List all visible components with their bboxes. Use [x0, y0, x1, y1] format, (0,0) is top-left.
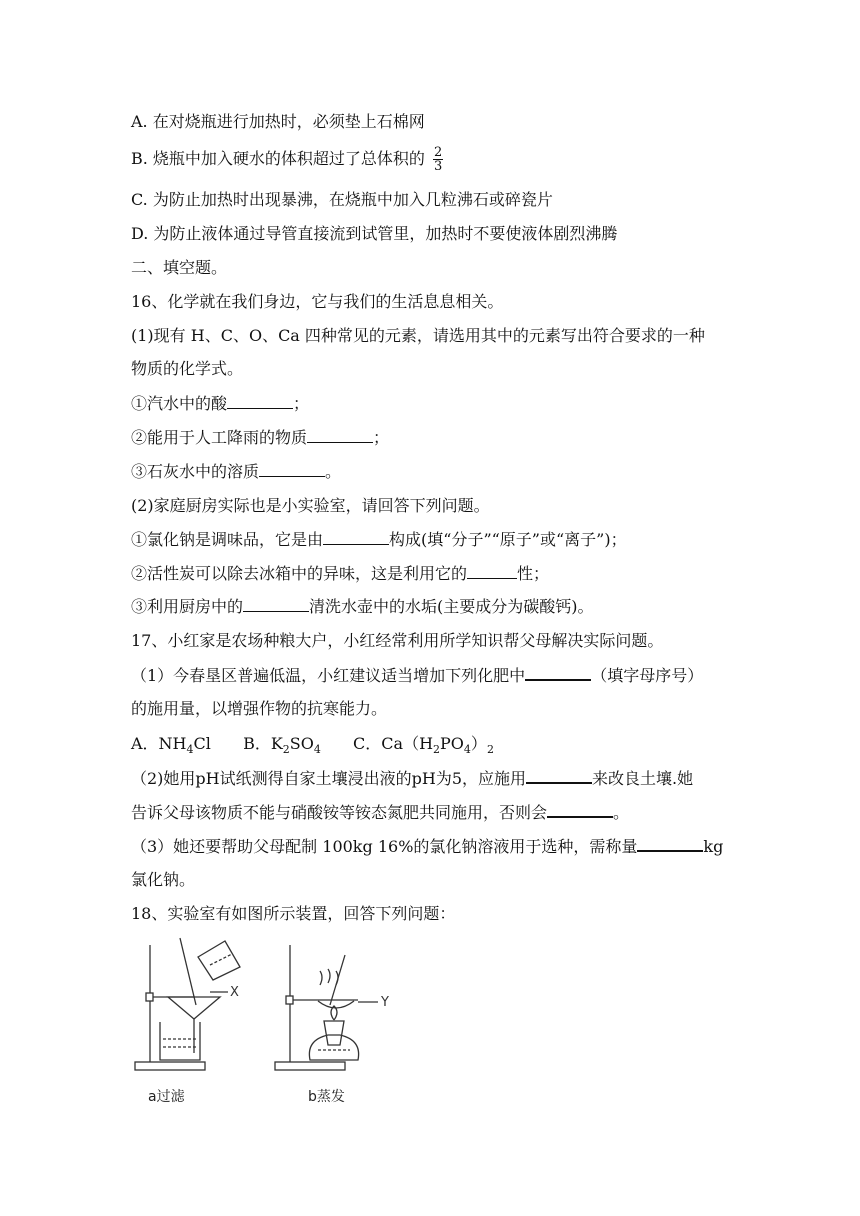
answer-blank[interactable] [547, 801, 613, 818]
label-x: X [230, 985, 239, 1000]
q16-item4 [131, 529, 627, 551]
option-a-tail: Cl [193, 734, 211, 753]
answer-blank[interactable] [259, 461, 325, 477]
subscript: 4 [313, 743, 321, 757]
q17-part2-line2-text: 告诉父母该物质不能与硝酸铵等铵态氮肥共同施用，否则会 [131, 803, 548, 822]
figure-a-caption: a过滤 [148, 1089, 185, 1105]
q15-option-b [131, 146, 443, 173]
stand-base-b [275, 1062, 345, 1070]
lab-apparatus-drawing [130, 935, 430, 1110]
q17-stem: 17、小红家是农场种粮大户，小红经常利用所学知识帮父母解决实际问题。 [131, 631, 664, 650]
q17-part3-text: （3）她还要帮助父母配制 100kg 16%的氯化钠溶液用于选种，需称量 [131, 837, 638, 856]
fraction-numerator: 2 [433, 145, 443, 160]
q17-option-a [131, 734, 211, 757]
q15-option-c: C. 为防止加热时出现暴沸，在烧瓶中加入几粒沸石或碎瓷片 [131, 190, 553, 209]
q17-part1 [131, 664, 703, 687]
answer-blank[interactable] [323, 529, 389, 545]
punctuation: 。 [613, 803, 630, 822]
q15-option-a: A. 在对烧瓶进行加热时，必须垫上石棉网 [131, 112, 425, 131]
q17-part1-line2: 的施用量，以增强作物的抗寒能力。 [131, 699, 388, 718]
q16-item5 [131, 563, 549, 585]
answer-blank[interactable] [307, 427, 373, 443]
punctuation: ； [373, 428, 390, 447]
q16-item4-text: ①氯化钠是调味品，它是由 [131, 530, 324, 549]
subscript: 2 [486, 743, 494, 757]
lamp-neck [324, 1021, 344, 1045]
glass-rod [180, 938, 196, 1005]
steam [320, 969, 338, 985]
q17-part1-tail: （填字母序号） [591, 666, 704, 685]
q17-option-b [243, 734, 321, 757]
q16-item1 [131, 393, 309, 415]
subscript: 4 [186, 743, 194, 757]
q17-part2-tail: 来改良土壤.她 [592, 769, 694, 788]
q17-options [131, 733, 494, 761]
option-c-mid: PO [440, 734, 464, 753]
option-b-mid: SO [289, 734, 314, 753]
subscript: 2 [433, 743, 441, 757]
q16-item1-text: ①汽水中的酸 [131, 394, 228, 413]
q16-item4-tail: 构成(填“分子”“原子”或“离子”)； [389, 530, 627, 549]
alcohol-lamp [309, 1035, 358, 1060]
q16-item6-tail: 清洗水壶中的水垢(主要成分为碳酸钙)。 [309, 597, 594, 616]
option-c-tail: ） [470, 734, 487, 753]
punctuation: 。 [325, 462, 342, 481]
q16-item5-text: ②活性炭可以除去冰箱中的异味，这是利用它的 [131, 564, 468, 583]
q17-option-c [353, 734, 494, 757]
option-c-label: C．Ca（H [353, 734, 434, 753]
label-y: Y [381, 995, 389, 1010]
q16-stem: 16、化学就在我们身边，它与我们的生活息息相关。 [131, 292, 504, 311]
subscript: 2 [282, 743, 290, 757]
evaporating-dish [318, 1001, 354, 1008]
q16-item5-tail: 性； [517, 564, 550, 583]
funnel [168, 997, 220, 1019]
answer-blank[interactable] [227, 393, 293, 409]
option-a-label: A．NH [131, 734, 187, 753]
q16-item3 [131, 461, 341, 483]
q16-item3-text: ③石灰水中的溶质 [131, 462, 260, 481]
subscript: 4 [463, 743, 471, 757]
fraction-denominator: 3 [433, 159, 443, 174]
q16-part1-line1: (1)现有 H、C、O、Ca 四种常见的元素，请选用其中的元素写出符合要求的一种 [131, 326, 705, 345]
punctuation: ； [293, 394, 310, 413]
section-heading-fill-in: 二、填空题。 [131, 258, 228, 277]
q18-stem: 18、实验室有如图所示装置，回答下列问题： [131, 904, 456, 923]
q18-apparatus-figure [130, 935, 430, 1114]
answer-blank[interactable] [243, 596, 309, 612]
q17-part3-line2: 氯化钠。 [131, 870, 196, 889]
stand-base-a [135, 1062, 205, 1070]
answer-blank[interactable] [526, 767, 592, 784]
q16-item2-text: ②能用于人工降雨的物质 [131, 428, 308, 447]
q17-part2-line2 [131, 801, 629, 824]
q17-part2 [131, 767, 693, 790]
q15-option-d: D. 为防止液体通过导管直接流到试管里，加热时不要使液体剧烈沸腾 [131, 224, 618, 243]
q16-item6 [131, 596, 594, 618]
q17-part3 [131, 835, 723, 858]
q16-item2 [131, 427, 389, 449]
q16-item6-text: ③利用厨房中的 [131, 597, 244, 616]
q16-part2: (2)家庭厨房实际也是小实验室，请回答下列问题。 [131, 496, 490, 515]
q15-option-b-text: B. 烧瓶中加入硬水的体积超过了总体积的 [131, 149, 425, 168]
answer-blank[interactable] [637, 835, 703, 852]
q16-part1-line2: 物质的化学式。 [131, 359, 244, 378]
fraction-two-thirds [433, 146, 443, 173]
answer-blank[interactable] [525, 664, 591, 681]
q17-part1-text: （1）今春垦区普遍低温，小红建议适当增加下列化肥中 [131, 666, 526, 685]
option-b-label: B．K [243, 734, 283, 753]
q17-part3-unit: kg [703, 837, 724, 856]
answer-blank[interactable] [467, 563, 517, 579]
figure-b-caption: b蒸发 [308, 1089, 345, 1105]
q17-part2-text: （2)她用pH试纸测得自家土壤浸出液的pH为5，应施用 [131, 769, 526, 788]
